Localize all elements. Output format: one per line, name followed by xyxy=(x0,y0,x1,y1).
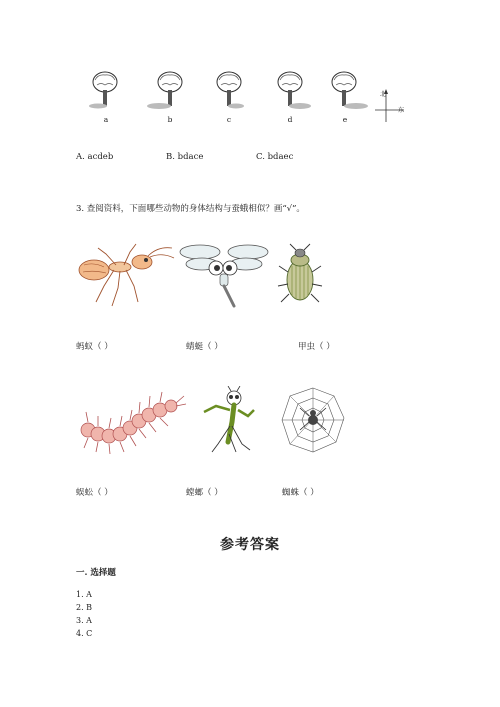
animal-name: 蜈蚣 xyxy=(76,488,94,498)
animal-name: 螳螂 xyxy=(186,488,204,498)
answers-title: 参考答案 xyxy=(220,537,280,553)
option-b: B. bdace xyxy=(166,152,204,162)
answer-paren: （ ） xyxy=(93,488,113,498)
dragonfly-label xyxy=(186,340,223,352)
answer-paren: （ ） xyxy=(315,342,335,352)
section-title: 一. 选择题 xyxy=(76,568,116,578)
beetle-label xyxy=(298,340,335,352)
tree-icon xyxy=(147,70,187,112)
tree-label-a: a xyxy=(103,115,109,124)
answer-paren: （ ） xyxy=(93,342,113,352)
ant-icon xyxy=(76,240,176,310)
question-3: 3. 查阅资料，下面哪些动物的身体结构与蚕蛾相似？画“√”。 xyxy=(76,204,305,214)
dragonfly-icon xyxy=(178,240,273,310)
tree-label-b: b xyxy=(167,115,173,124)
animal-name: 蜘蛛 xyxy=(282,488,300,498)
spider-icon xyxy=(278,386,348,456)
answer-item: 1. A xyxy=(76,590,92,599)
answer-paren: （ ） xyxy=(203,342,223,352)
tree-icon xyxy=(326,70,368,112)
tree-icon xyxy=(212,70,246,112)
answer-item: 3. A xyxy=(76,616,92,625)
tree-icon xyxy=(272,70,312,112)
beetle-icon xyxy=(276,242,324,308)
compass-east-label: 东 xyxy=(398,107,405,114)
option-c: C. bdaec xyxy=(256,152,294,162)
animal-name: 甲虫 xyxy=(298,342,316,352)
answer-item: 4. C xyxy=(76,629,93,638)
tree-label-e: e xyxy=(342,115,348,124)
spider-label xyxy=(282,486,319,498)
tree-icon xyxy=(88,70,122,112)
animal-name: 蜻蜓 xyxy=(186,342,204,352)
option-a: A. acdeb xyxy=(76,152,114,162)
centipede-label xyxy=(76,486,113,498)
tree-label-c: c xyxy=(226,115,232,124)
answer-item: 2. B xyxy=(76,603,93,612)
ant-label xyxy=(76,340,113,352)
answer-paren: （ ） xyxy=(203,488,223,498)
compass-north-label: 北 xyxy=(380,91,387,98)
centipede-icon xyxy=(76,388,188,458)
tree-label-d: d xyxy=(287,115,293,124)
mantis-label xyxy=(186,486,223,498)
animal-name: 蚂蚁 xyxy=(76,342,94,352)
mantis-icon xyxy=(194,386,264,456)
answer-paren: （ ） xyxy=(299,488,319,498)
